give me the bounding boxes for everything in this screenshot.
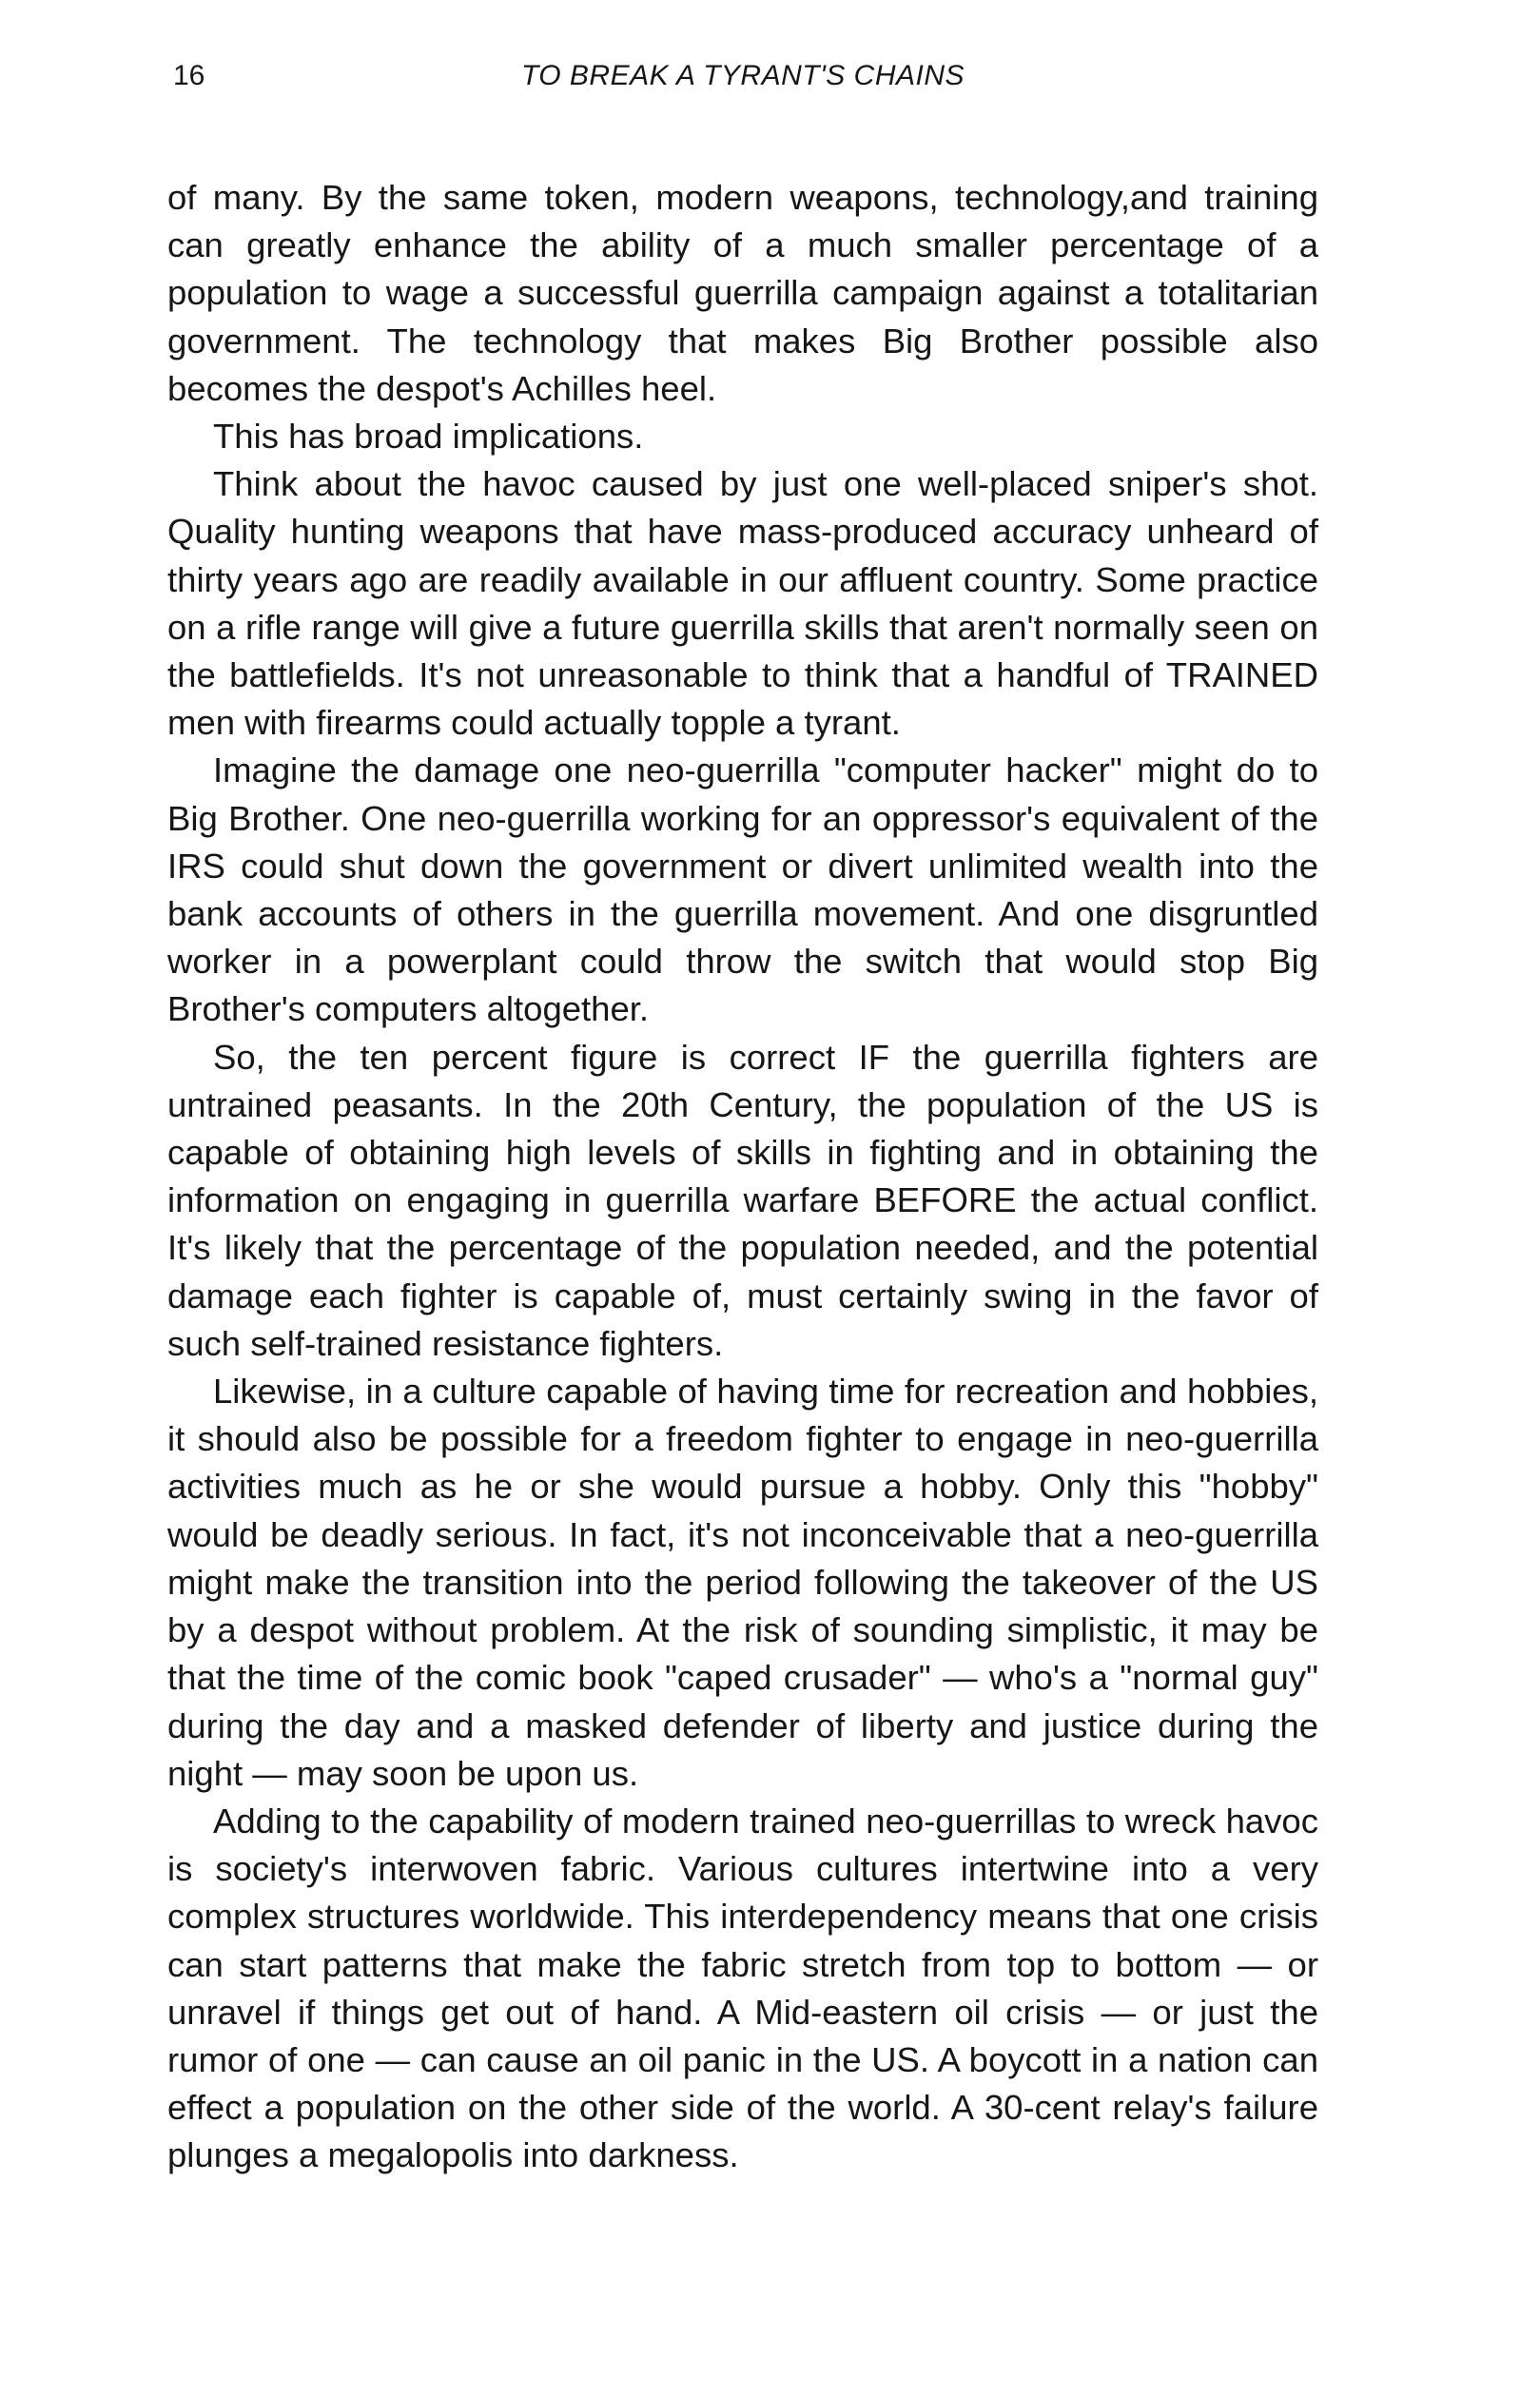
paragraph-2: This has broad implications. <box>213 417 644 457</box>
running-title: TO BREAK A TYRANT'S CHAINS <box>520 60 965 91</box>
paragraph-5: So, the ten percent figure is correct IF the guerrilla fighters are untrained peasants. In the 20th Century, the population of the US is capable of obtaining high levels of skills in fighting and in obtaining the information on engaging in guerrilla warfare BEFORE the actual conflict. It's likely that the percentage of the population needed, and the potential damage each fighter is capable of, must certainly swing in the favor of such self-trained resistance fighters. <box>167 1037 1318 1363</box>
paragraph-4: Imagine the damage one neo-guerrilla "computer hacker" might do to Big Brother. One neo-guerrilla working for an oppressor's equivalent of the IRS could shut down the government or divert unlimited wealth into the bank accounts of others in the guerrilla movement. And one disgruntled worker in a powerplant could throw the switch that would stop Big Brother's computers altogether. <box>167 750 1318 1029</box>
paragraph-6: Likewise, in a culture capable of having time for recreation and hobbies, it should also be possible for a freedom fighter to engage in neo-guerrilla activities much as he or she would pursue a hobby. Only this "hobby" would be deadly serious. In fact, it's not inconceivable that a neo-guerrilla might make the transition into the period following the takeover of the US by a despot without problem. At the risk of sounding simplistic, it may be that the time of the comic book "caped crusader" — who's a "normal guy" during the day and a masked defender of liberty and justice during the night — may soon be upon us. <box>167 1372 1318 1793</box>
page-header <box>167 55 1318 97</box>
body-text <box>167 174 1318 2180</box>
page-number: 16 <box>173 60 205 91</box>
paragraph-7: Adding to the capability of modern trained neo-guerrillas to wreck havoc is society's interwoven fabric. Various cultures intertwine into a very complex structures worldwide. This interdependency means that one crisis can start patterns that make the fabric stretch from top to bottom — or unravel if things get out of hand. A Mid-eastern oil crisis — or just the rumor of one — can cause an oil panic in the US. A boycott in a nation can effect a population on the other side of the world. A 30-cent relay's failure plunges a megalopolis into darkness. <box>167 1801 1318 2175</box>
paragraph-1: of many. By the same token, modern weapons, technology,and training can greatly enhance the ability of a much smaller percentage of a population to wage a successful guerrilla campaign against a totalitarian government. The technology that makes Big Brother possible also becomes the despot's Achilles heel. <box>167 178 1318 408</box>
paragraph-3: Think about the havoc caused by just one well-placed sniper's shot. Quality hunting weapons that have mass-produced accuracy unheard of thirty years ago are readily available in our affluent country. Some practice on a rifle range will give a future guerrilla skills that aren't normally seen on the battlefields. It's not unreasonable to think that a handful of TRAINED men with firearms could actually topple a tyrant. <box>167 464 1318 743</box>
